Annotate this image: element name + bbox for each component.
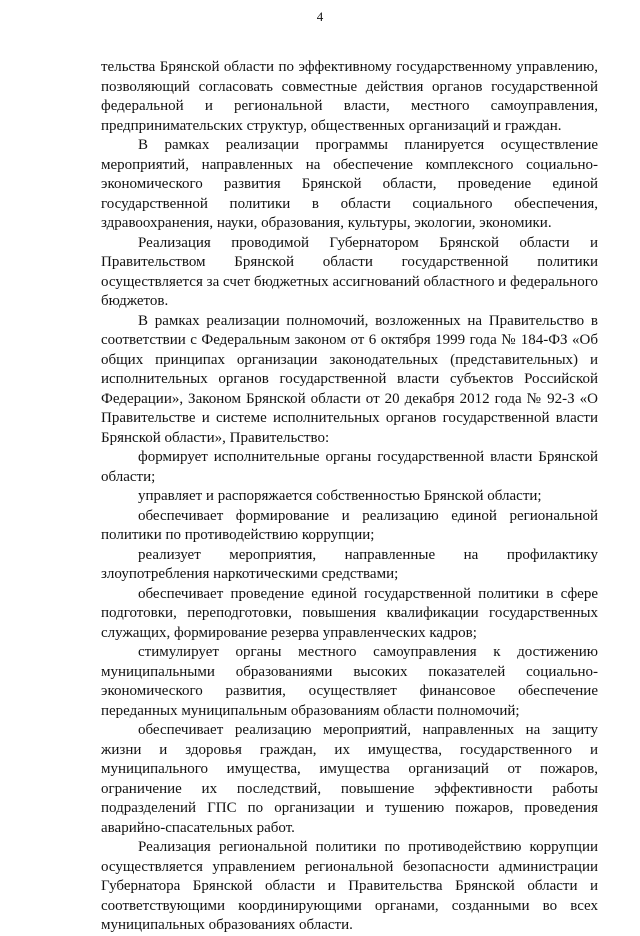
- power-item: формирует исполнительные органы государственной власти Брянской области;: [101, 449, 598, 485]
- power-item: реализует мероприятия, направленные на профилактику злоупотребления наркотическими средствами;: [101, 546, 598, 582]
- paragraph-program: В рамках реализации программы планируется осуществление мероприятий, направленных на обеспечение комплексного социально-экономического развития Брянской области, проведение единой государственной политики в области социального обеспечения, здравоохранения, науки, образования, культуры, экологии, экономики.: [101, 137, 598, 231]
- power-item: обеспечивает реализацию мероприятий, направленных на защиту жизни и здоровья граждан, их имущества, государственного и муниципального имущества, имущества организаций от пожаров, ограничение их последствий, повышение эффективности работы подразделений ГПС по организации и тушению пожаров, проведения аварийно-спасательных работ.: [101, 722, 598, 836]
- paragraph-budget: Реализация проводимой Губернатором Брянской области и Правительством Брянской области государственной политики осуществляется за счет бюджетных ассигнований областного и федерального бюджетов.: [101, 234, 598, 309]
- document-body: [101, 58, 598, 936]
- paragraph-continuation: тельства Брянской области по эффективному государственному управлению, позволяющий согласовать совместные действия органов государственной федеральной и региональной власти, местного самоуправления, предпринимательских структур, общественных организаций и граждан.: [101, 59, 598, 134]
- power-item: стимулирует органы местного самоуправления к достижению муниципальными образованиями высоких показателей социально-экономического развития, осуществляет финансовое обеспечение переданных муниципальным образованиям области полномочий;: [101, 644, 598, 719]
- page-number: 4: [316, 9, 324, 24]
- power-item: обеспечивает проведение единой государственной политики в сфере подготовки, переподготовки, повышения квалификации государственных служащих, формирование резерва управленческих кадров;: [101, 585, 598, 641]
- paragraph-anticorruption: Реализация региональной политики по противодействию коррупции осуществляется управлением региональной безопасности администрации Губернатора Брянской области и Правительства Брянской области и соответствующими координирующими органами, созданными во всех муниципальных образованиях области.: [101, 839, 598, 933]
- power-item: обеспечивает формирование и реализацию единой региональной политики по противодействию коррупции;: [101, 507, 598, 543]
- power-item: управляет и распоряжается собственностью Брянской области;: [138, 488, 542, 504]
- paragraph-powers-intro: В рамках реализации полномочий, возложенных на Правительство в соответствии с Федеральным законом от 6 октября 1999 года № 184-ФЗ «Об общих принципах организации законодательных (представительных) и исполнительных органов государственной власти субъектов Российской Федерации», Законом Брянской области от 20 декабря 2012 года № 92-З «О Правительстве и системе исполнительных органов государственной власти Брянской области», Правительство:: [101, 312, 598, 446]
